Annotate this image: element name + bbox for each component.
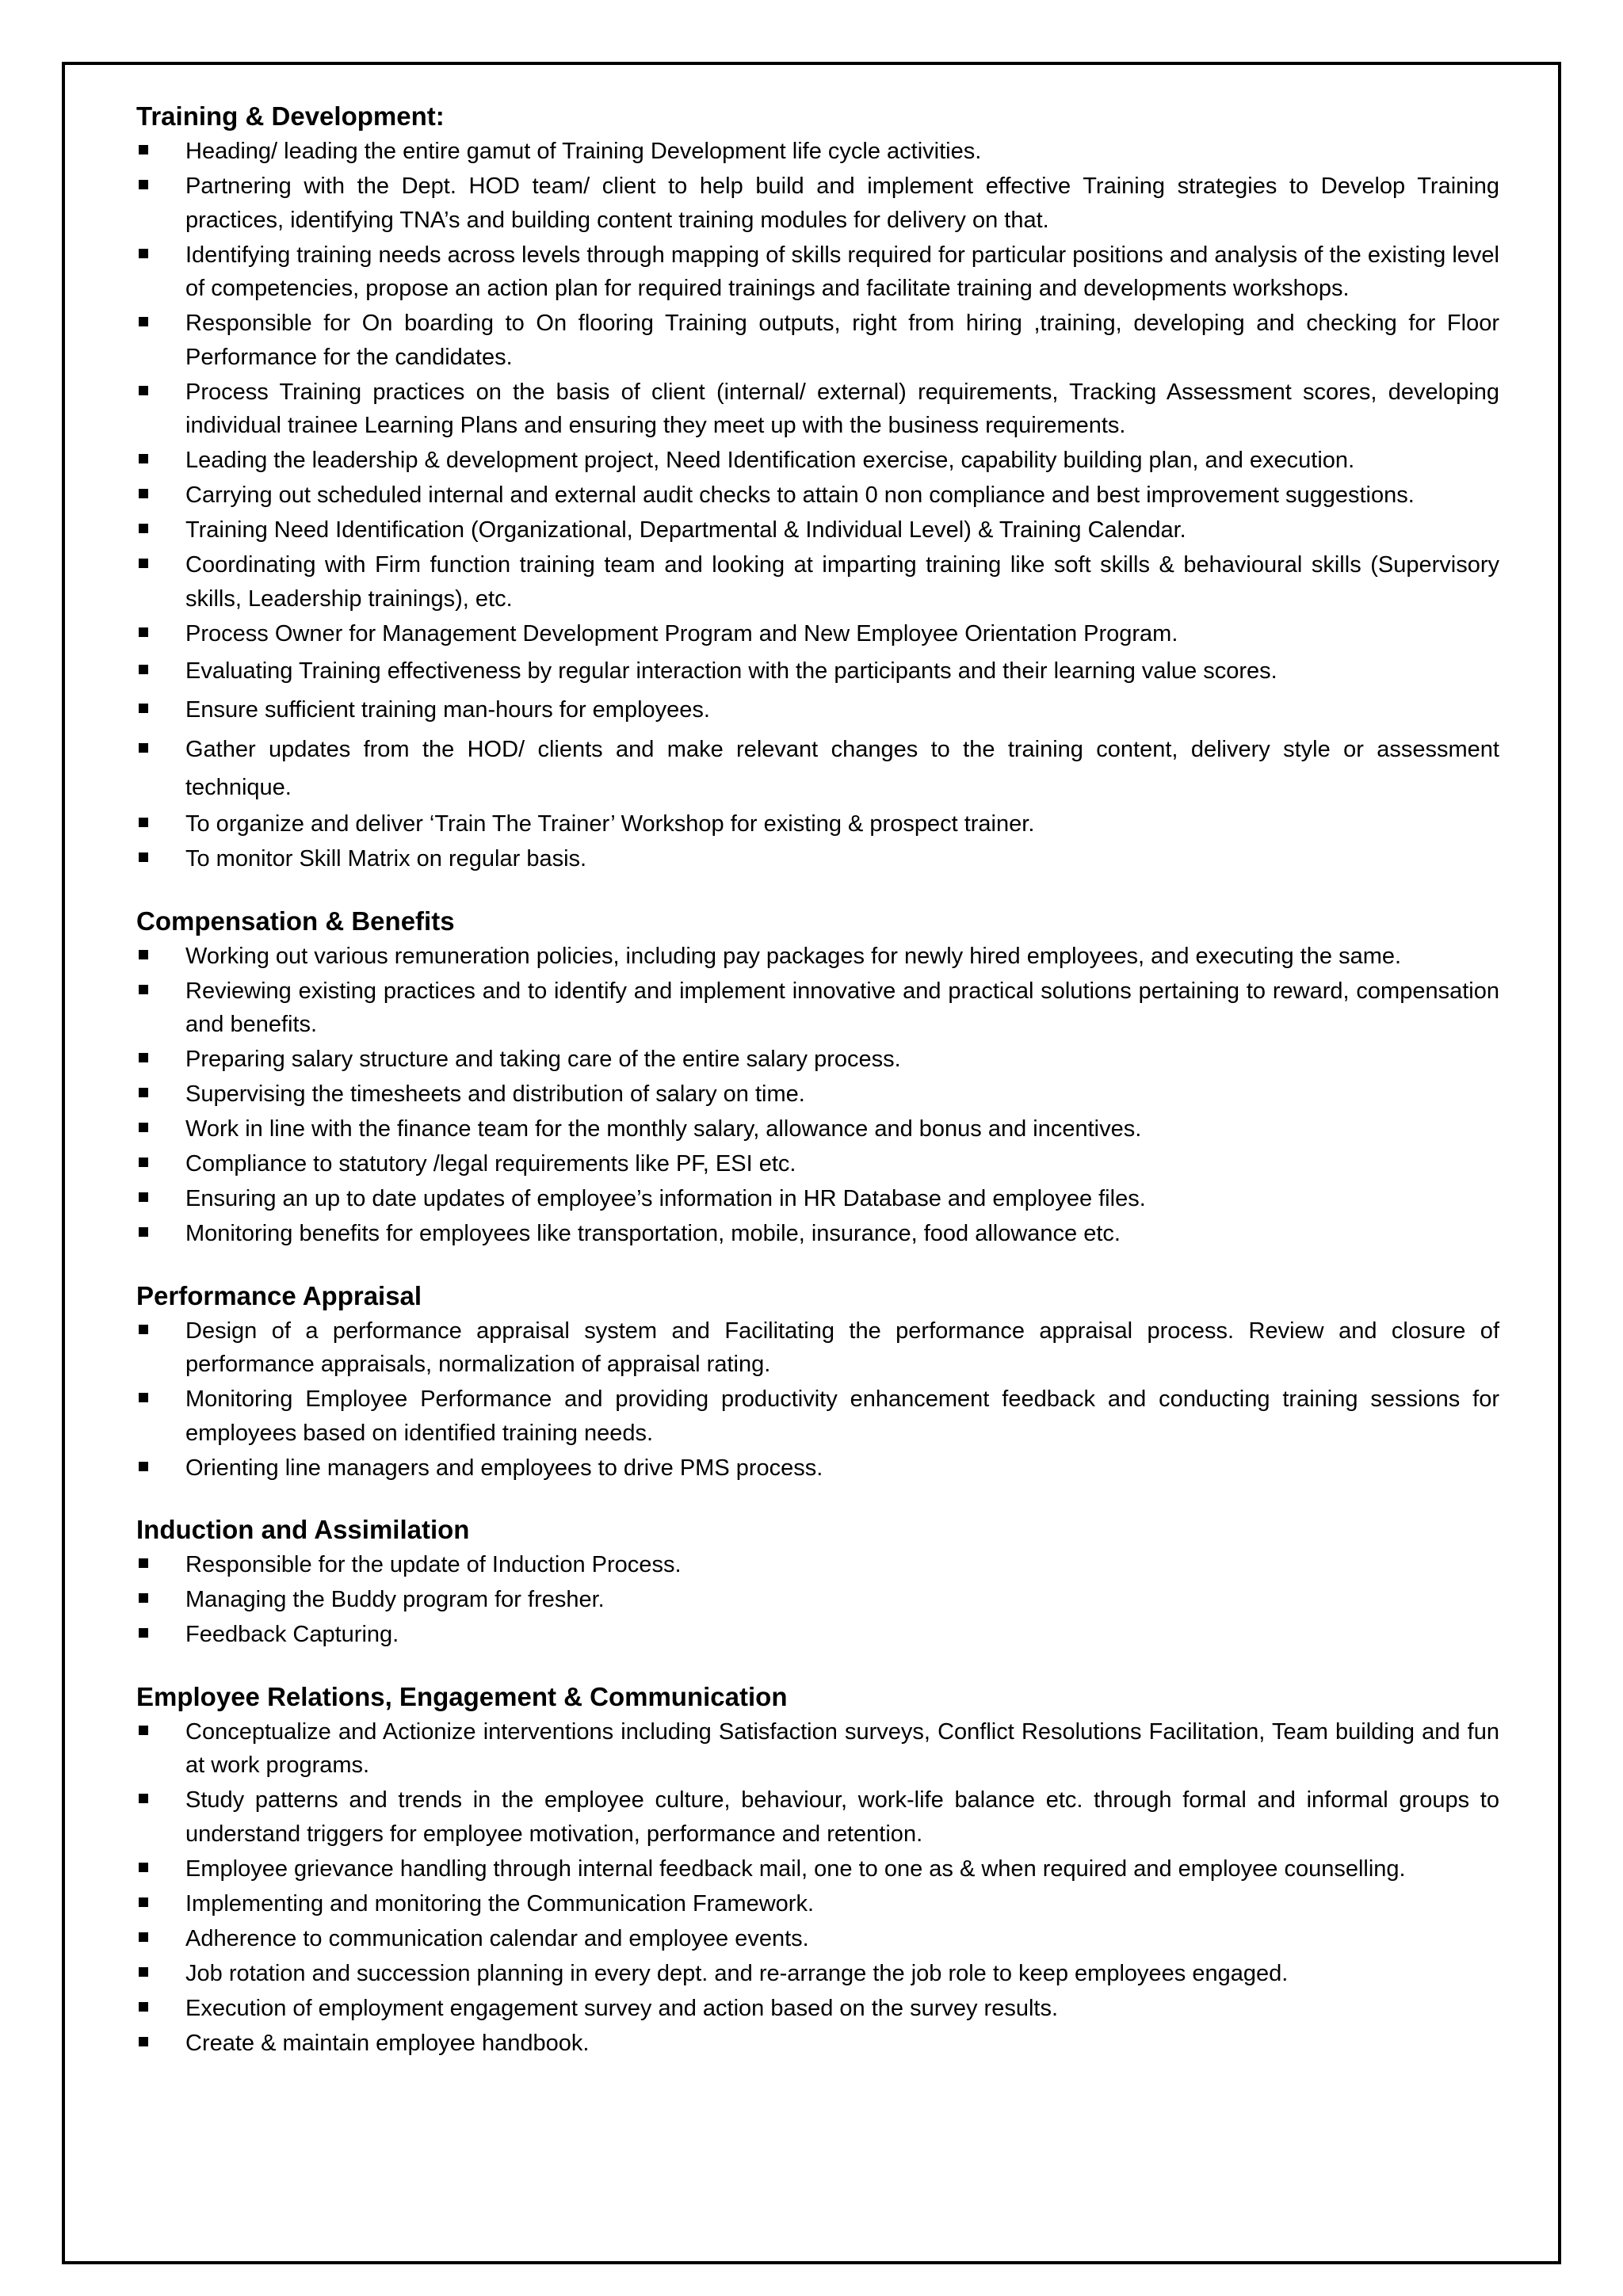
square-bullet-icon [139,1794,148,1803]
list-item [136,513,1499,547]
list-item-text: Responsible for On boarding to On flooring Training outputs, right from hiring ,training, developing and checking for Floor Performance for the candidates. [185,311,1499,370]
list-item [136,1314,1499,1382]
list-item-text: Implementing and monitoring the Communication Framework. [185,1890,815,1917]
square-bullet-icon [139,1558,148,1568]
list-item [136,1383,1499,1450]
square-bullet-icon [139,627,148,637]
square-bullet-icon [139,1088,148,1097]
list-item [136,1783,1499,1851]
square-bullet-icon [139,1932,148,1942]
list-item [136,135,1499,169]
list-item [136,1715,1499,1783]
section-induction-assimilation [136,1512,1499,1652]
list-item-text: Ensuring an up to date updates of employee’s information in HR Database and employee files. [185,1186,1146,1211]
square-bullet-icon [139,985,148,994]
list-item [136,807,1499,841]
list-item-text: Orienting line managers and employees to drive PMS process. [185,1455,823,1481]
section-title: Performance Appraisal [136,1280,422,1310]
list-item [136,1852,1499,1886]
list-item-text: Work in line with the finance team for the monthly salary, allowance and bonus and incentives. [185,1116,1142,1142]
list-item-text: To organize and deliver ‘Train The Trainer’ Workshop for existing & prospect trainer. [185,811,1035,837]
square-bullet-icon [139,145,148,154]
list-item [136,444,1499,478]
section-title: Compensation & Benefits [136,906,455,936]
list-item [136,1992,1499,2026]
list-item-text: Preparing salary structure and taking care of the entire salary process. [185,1047,901,1072]
list-item-text: Feedback Capturing. [185,1622,399,1647]
section-title: Employee Relations, Engagement & Communication [136,1681,788,1711]
square-bullet-icon [139,1897,148,1907]
square-bullet-icon [139,743,148,753]
list-item [136,974,1499,1042]
list-item-text: Process Training practices on the basis of client (internal/ external) requirements, Tracking Assessment scores, developing individual trainee Learning Plans and ensuring they meet up with the business requirements. [185,379,1499,438]
list-item [136,1451,1499,1486]
list-item [136,1043,1499,1077]
list-item [136,1217,1499,1251]
list-item-text: Evaluating Training effectiveness by regular interaction with the participants and their learning value scores. [185,658,1277,684]
square-bullet-icon [139,1593,148,1603]
list-item [136,1548,1499,1582]
list-item [136,617,1499,651]
list-item-text: Coordinating with Firm function training team and looking at imparting training like soft skills & behavioural skills (Supervisory skills, Leadership trainings), etc. [185,552,1499,612]
list-item-text: To monitor Skill Matrix on regular basis. [185,846,587,871]
square-bullet-icon [139,704,148,713]
square-bullet-icon [139,2002,148,2012]
list-item [136,1957,1499,1991]
square-bullet-icon [139,317,148,326]
square-bullet-icon [139,386,148,395]
list-item [136,842,1499,876]
list-item-text: Partnering with the Dept. HOD team/ client to help build and implement effective Training strategies to Develop Training practices, identifying TNA’s and building content training modules for delivery on that. [185,174,1499,233]
list-item-text: Adherence to communication calendar and employee events. [185,1925,809,1951]
bullet-list [136,1314,1499,1486]
list-item [136,1618,1499,1652]
bullet-list [136,940,1499,1251]
bullet-list [136,1548,1499,1652]
list-item-text: Compliance to statutory /legal requirements like PF, ESI etc. [185,1151,796,1177]
section-title: Induction and Assimilation [136,1515,470,1544]
square-bullet-icon [139,2037,148,2046]
square-bullet-icon [139,1863,148,1872]
square-bullet-icon [139,1462,148,1471]
list-item-text: Leading the leadership & development project, Need Identification exercise, capability building plan, and execution. [185,448,1355,473]
square-bullet-icon [139,559,148,568]
square-bullet-icon [139,1325,148,1334]
list-item [136,548,1499,616]
list-item [136,1583,1499,1617]
list-item-text: Gather updates from the HOD/ clients and make relevant changes to the training content, delivery style or assessment technique. [185,736,1499,800]
square-bullet-icon [139,665,148,674]
square-bullet-icon [139,249,148,258]
list-item-text: Monitoring Employee Performance and providing productivity enhancement feedback and conducting training sessions for employees based on identified training needs. [185,1386,1499,1446]
section-title: Training & Development: [136,101,445,131]
square-bullet-icon [139,1393,148,1402]
list-item-text: Identifying training needs across levels through mapping of skills required for particular positions and analysis of the existing level of competencies, propose an action plan for required trainings and facilitate training and developments workshops. [185,242,1499,301]
square-bullet-icon [139,1158,148,1167]
square-bullet-icon [139,950,148,959]
list-item-text: Monitoring benefits for employees like transportation, mobile, insurance, food allowance etc. [185,1221,1121,1246]
square-bullet-icon [139,180,148,189]
section-performance-appraisal [136,1278,1499,1486]
list-item [136,652,1499,690]
bullet-list [136,1715,1499,2061]
list-item-text: Reviewing existing practices and to identify and implement innovative and practical solutions pertaining to reward, compensation and benefits. [185,978,1499,1037]
square-bullet-icon [139,818,148,827]
list-item [136,940,1499,974]
list-item [136,479,1499,513]
list-item-text: Carrying out scheduled internal and external audit checks to attain 0 non compliance and best improvement suggestions. [185,482,1415,508]
list-item [136,730,1499,807]
square-bullet-icon [139,454,148,463]
document-content [136,98,1499,2061]
square-bullet-icon [139,1123,148,1132]
square-bullet-icon [139,524,148,533]
list-item [136,1922,1499,1956]
square-bullet-icon [139,1053,148,1062]
list-item [136,1112,1499,1146]
square-bullet-icon [139,1726,148,1735]
list-item-text: Execution of employment engagement survey and action based on the survey results. [185,1995,1059,2021]
list-item-text: Responsible for the update of Induction Process. [185,1552,682,1577]
list-item-text: Job rotation and succession planning in every dept. and re-arrange the job role to keep employees engaged. [185,1960,1289,1986]
list-item [136,1077,1499,1112]
square-bullet-icon [139,1628,148,1638]
list-item [136,1887,1499,1921]
section-employee-relations [136,1679,1499,2061]
list-item-text: Design of a performance appraisal system and Facilitating the performance appraisal process. Review and closure of performance appraisals, normalization of appraisal rating. [185,1318,1499,1377]
list-item [136,307,1499,374]
list-item [136,238,1499,306]
list-item-text: Heading/ leading the entire gamut of Training Development life cycle activities. [185,139,982,164]
square-bullet-icon [139,1967,148,1977]
list-item-text: Process Owner for Management Development Program and New Employee Orientation Program. [185,620,1178,646]
square-bullet-icon [139,489,148,498]
list-item [136,691,1499,729]
list-item-text: Managing the Buddy program for fresher. [185,1587,605,1612]
list-item [136,1182,1499,1216]
list-item-text: Create & maintain employee handbook. [185,2030,590,2056]
list-item [136,1147,1499,1181]
section-compensation-benefits [136,903,1499,1251]
list-item [136,2027,1499,2061]
list-item-text: Conceptualize and Actionize interventions including Satisfaction surveys, Conflict Resolutions Facilitation, Team building and fun at work programs. [185,1718,1499,1778]
square-bullet-icon [139,852,148,862]
square-bullet-icon [139,1227,148,1237]
square-bullet-icon [139,1192,148,1202]
bullet-list [136,135,1499,876]
list-item-text: Employee grievance handling through internal feedback mail, one to one as & when required and employee counselling. [185,1855,1406,1882]
list-item-text: Ensure sufficient training man-hours for employees. [185,697,710,723]
list-item-text: Training Need Identification (Organizational, Departmental & Individual Level) & Training Calendar. [185,517,1186,543]
list-item-text: Working out various remuneration policies, including pay packages for newly hired employees, and executing the same. [185,943,1402,969]
section-training-development [136,98,1499,876]
list-item [136,376,1499,443]
list-item-text: Supervising the timesheets and distribution of salary on time. [185,1081,805,1107]
list-item-text: Study patterns and trends in the employee culture, behaviour, work-life balance etc. through formal and informal groups to understand triggers for employee motivation, performance and retention. [185,1787,1499,1847]
list-item [136,170,1499,237]
